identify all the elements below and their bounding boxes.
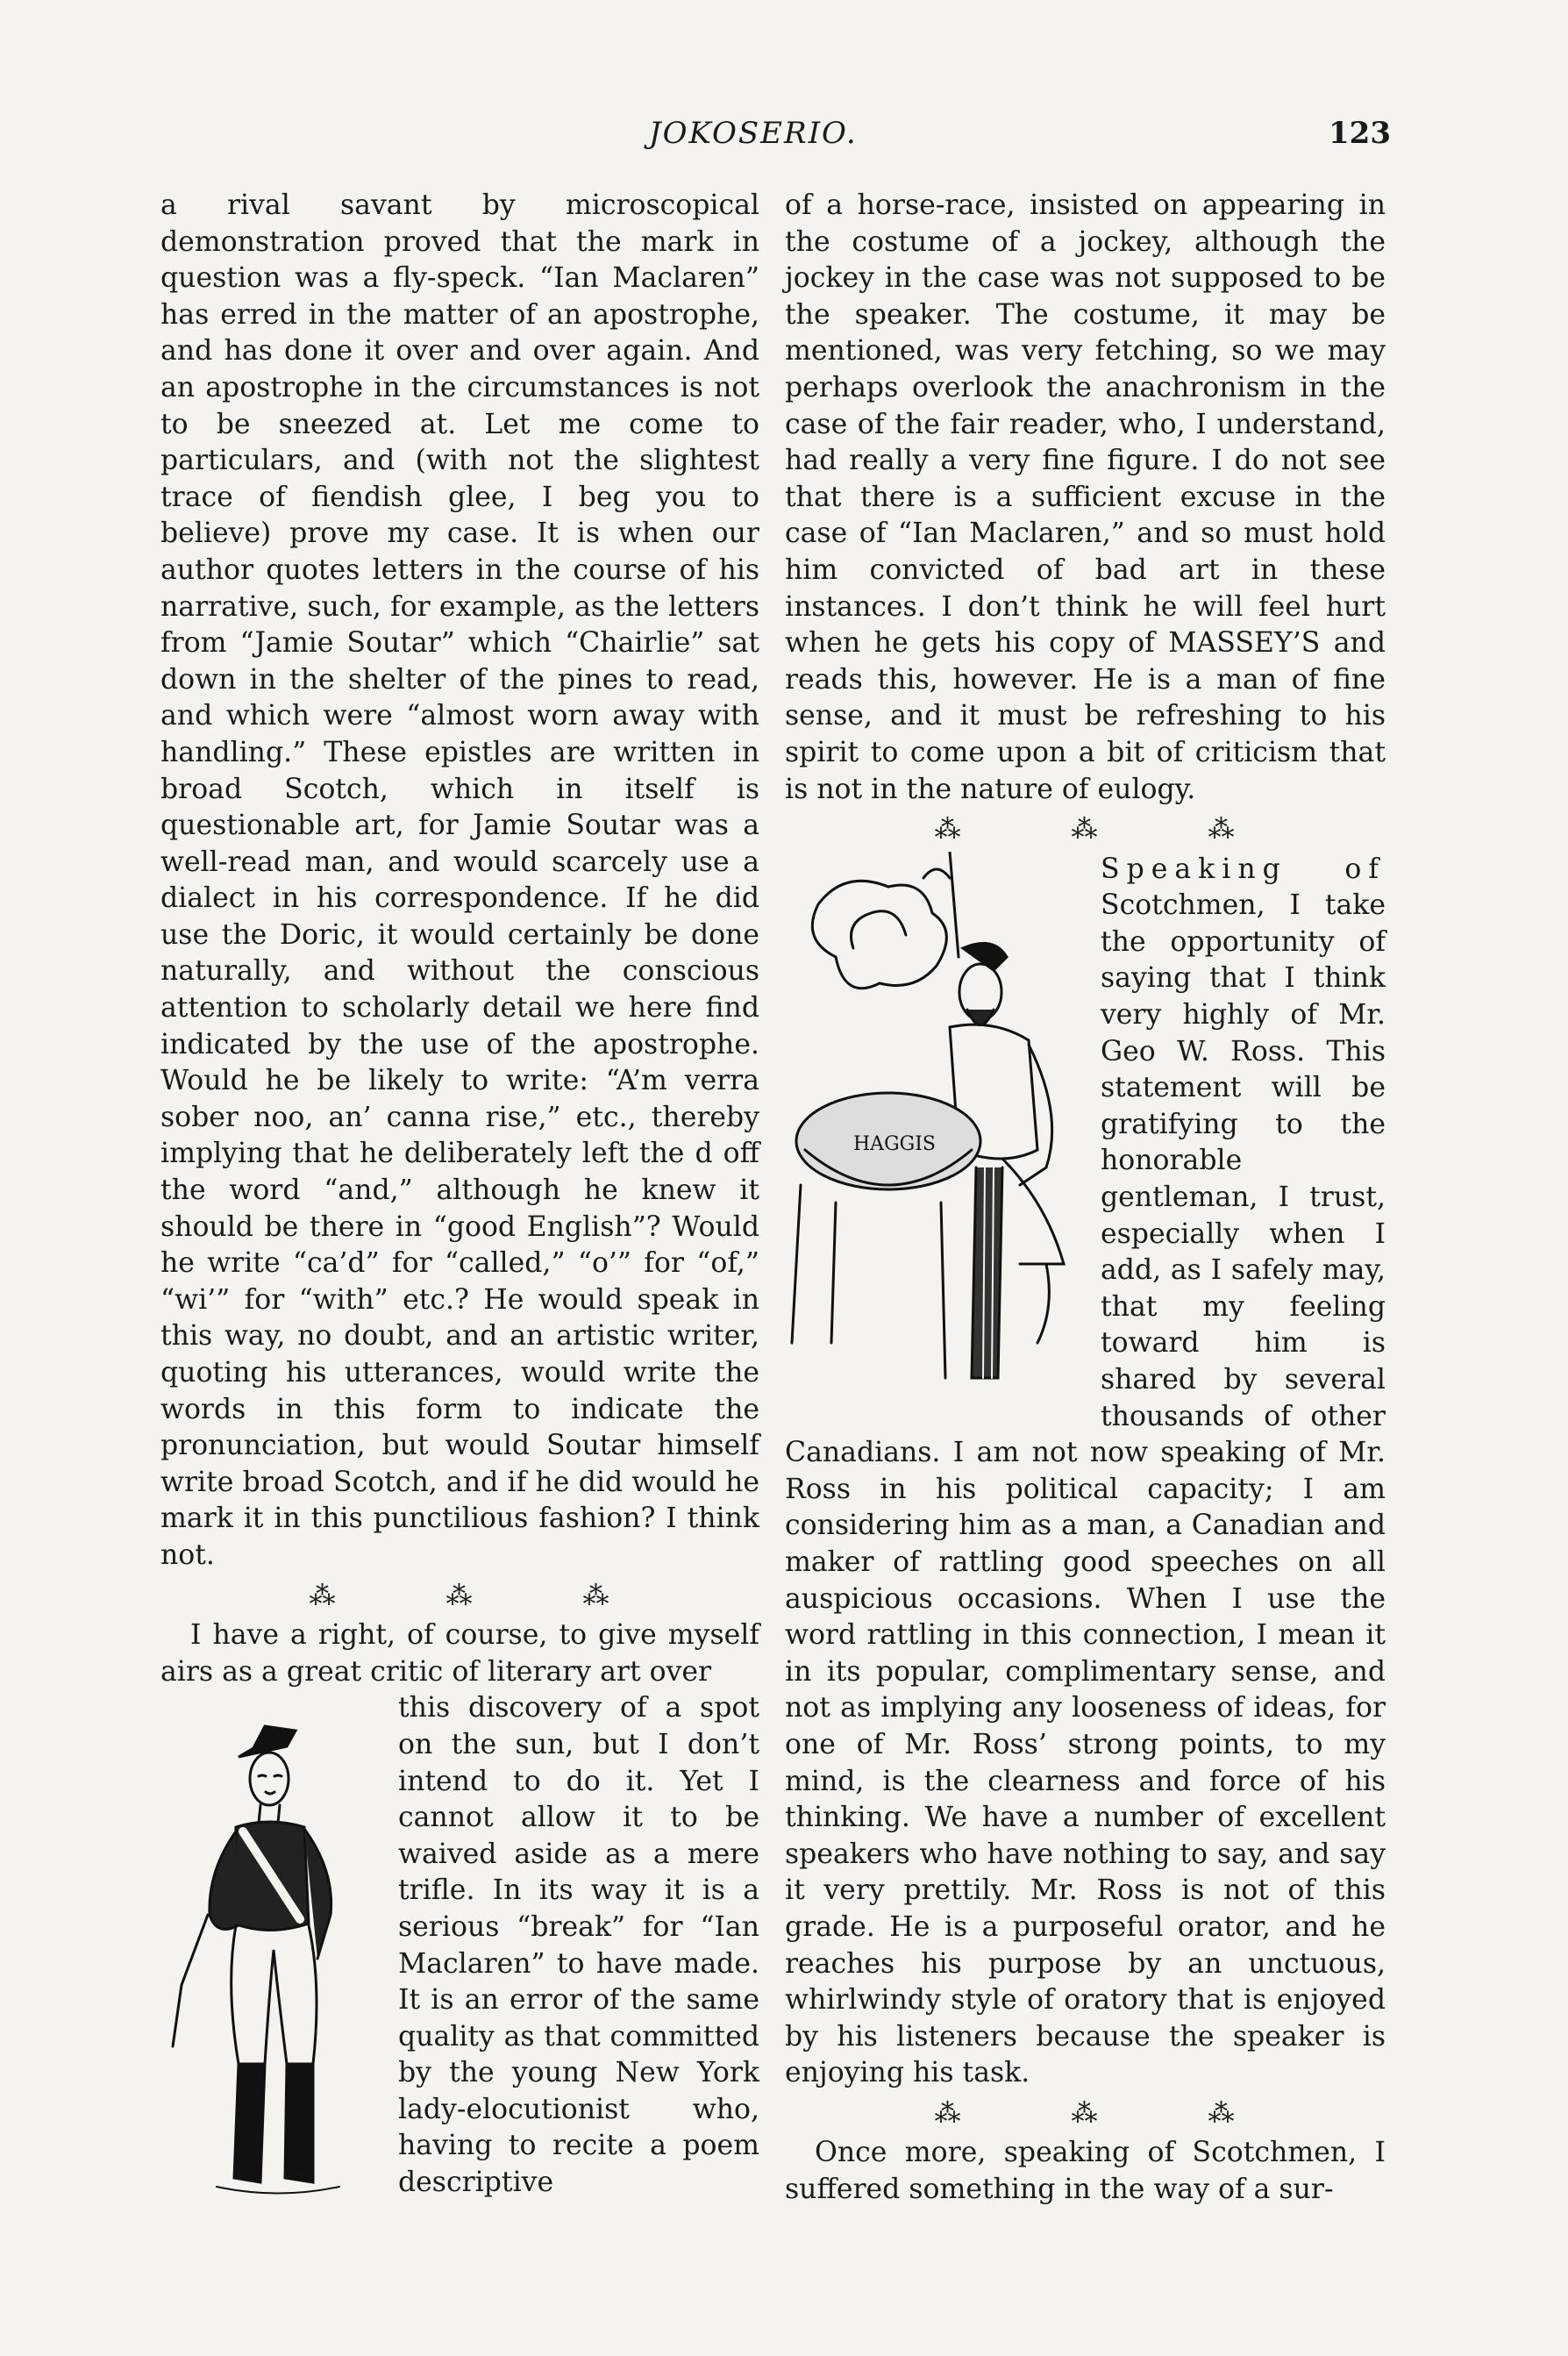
haggis-label: HAGGIS: [853, 1132, 936, 1155]
paragraph-ross-wrap: Scotchmen, I take the opportunity of saying that I think very highly of Mr. Geo W. Ross. This statement will be gratifying to the honorable gentleman, I trust, especially when I add, as I safely may, that my feeling toward him is: [1101, 889, 1386, 1360]
paragraph-once-more: Once more, speaking of Scotchmen, I suffered something in the way of a sur-: [785, 2137, 1386, 2206]
paragraph-apostrophe: a rival savant by microscopical demonstration proved that the mark in question was a fly-speck. “Ian Maclaren” has erred in the matter of an apostrophe, and has done it over and over again. And an apostrophe in the circumstances is not to be sneezed at. Let me come to particulars, and (with not the slightest trace of fiendish glee, I beg you to believe) prove my case. It is when our author quotes letters in the course of his narrative, such, for example, as the letters from “Jamie Soutar” which “Chairlie” sat down in the shelter of the pines to read, and which were “almost worn away with handling.” These epistles are written in broad Scotch, which in itself is questionable art, for Jamie Soutar was a well-read man, and would scarcely use a dialect in his correspondence. If he did use the Doric, it would certainly be done naturally, and without the conscious attention to scholarly detail we here find indicated by the use of the apostrophe. Would he be likely to write: “A’m verra sober noo, an’ canna rise,” etc., thereby implying that he deliberately left the d off the word “and,” although he knew it should be there in “good English”? Would he write “ca’d” for “called,” “o’” for “of,” “wi’” for “with” etc.? He would speak in this way, no doubt, and an artistic writer, quoting his utterances, would write the words in this form to indicate the pronunciation, but would Soutar himself write broad Scotch, and if he did would he mark it in this punctilious fashion? I think not.: [160, 189, 759, 1571]
paragraph-ross-rest: shared by several thousands of other Canadians. I am not now speaking of Mr. Ross in his political capacity; I am considering him as a man, a Canadian and maker of rattling good speeches on all auspicious occasions. When I use the word rattling in this connection, I mean it in its popular, complimentary sense, and not as implying any looseness of ideas, for one of Mr. Ross’ strong points, to my mind, is the clearness and force of his thinking. We have a number of excellent speakers who have nothing to say, and say it very prettily. Mr. Ross is not of this grade. He is a purposeful orator, and he reaches his purpose by an unctuous, whirlwindy style of oratory that is enjoyed by his listeners because the speaker is enjoying his task.: [785, 1364, 1386, 2089]
section-separator: ⁂ ⁂ ⁂: [934, 814, 1237, 846]
jockey-illustration: [155, 1696, 388, 2222]
speaking-of-lead: Speaking of: [1101, 853, 1386, 885]
paragraph-critic-rest: this discovery of a spot on the sun, but I don’t intend to do it. Yet I cannot allow it to be waived aside as a mere trifle. In its way it is a serious “break” for “Ian Maclaren” to have made. It is an error of the same quality as that committed by the young New York lady-elocutionist who, having to recite a poem descriptive: [398, 1692, 759, 2199]
section-separator: ⁂ ⁂ ⁂: [309, 1580, 611, 1611]
right-column: [785, 188, 1386, 2209]
page-number: 123: [1329, 116, 1391, 151]
paragraph-critic-start: I have a right, of course, to give myself airs as a great critic of literary art over: [160, 1619, 759, 1688]
running-head: [0, 116, 1568, 160]
paragraph-horse-race: of a horse-race, insisted on appearing in the costume of a jockey, although the jockey in the case was not supposed to be the speaker. The costume, it may be mentioned, was very fetching, so we may perhaps overlook the anachronism in the case of the fair reader, who, I understand, had really a very fine figure. I do not see that there is a sufficient excuse in the case of “Ian Maclaren,” and so must hold him convicted of bad art in these instances. I don’t think he will feel hurt when he gets his copy of MASSEY’S and reads this, however. He is a man of fine sense, and it must be refreshing to his spirit to come upon a bit of criticism that is not in the nature of eulogy.: [785, 189, 1386, 805]
running-title: JOKOSERIO.: [649, 116, 858, 151]
left-column: [160, 188, 759, 2222]
ross-haggis-illustration: [783, 852, 1090, 1413]
section-separator: ⁂ ⁂ ⁂: [934, 2097, 1237, 2129]
